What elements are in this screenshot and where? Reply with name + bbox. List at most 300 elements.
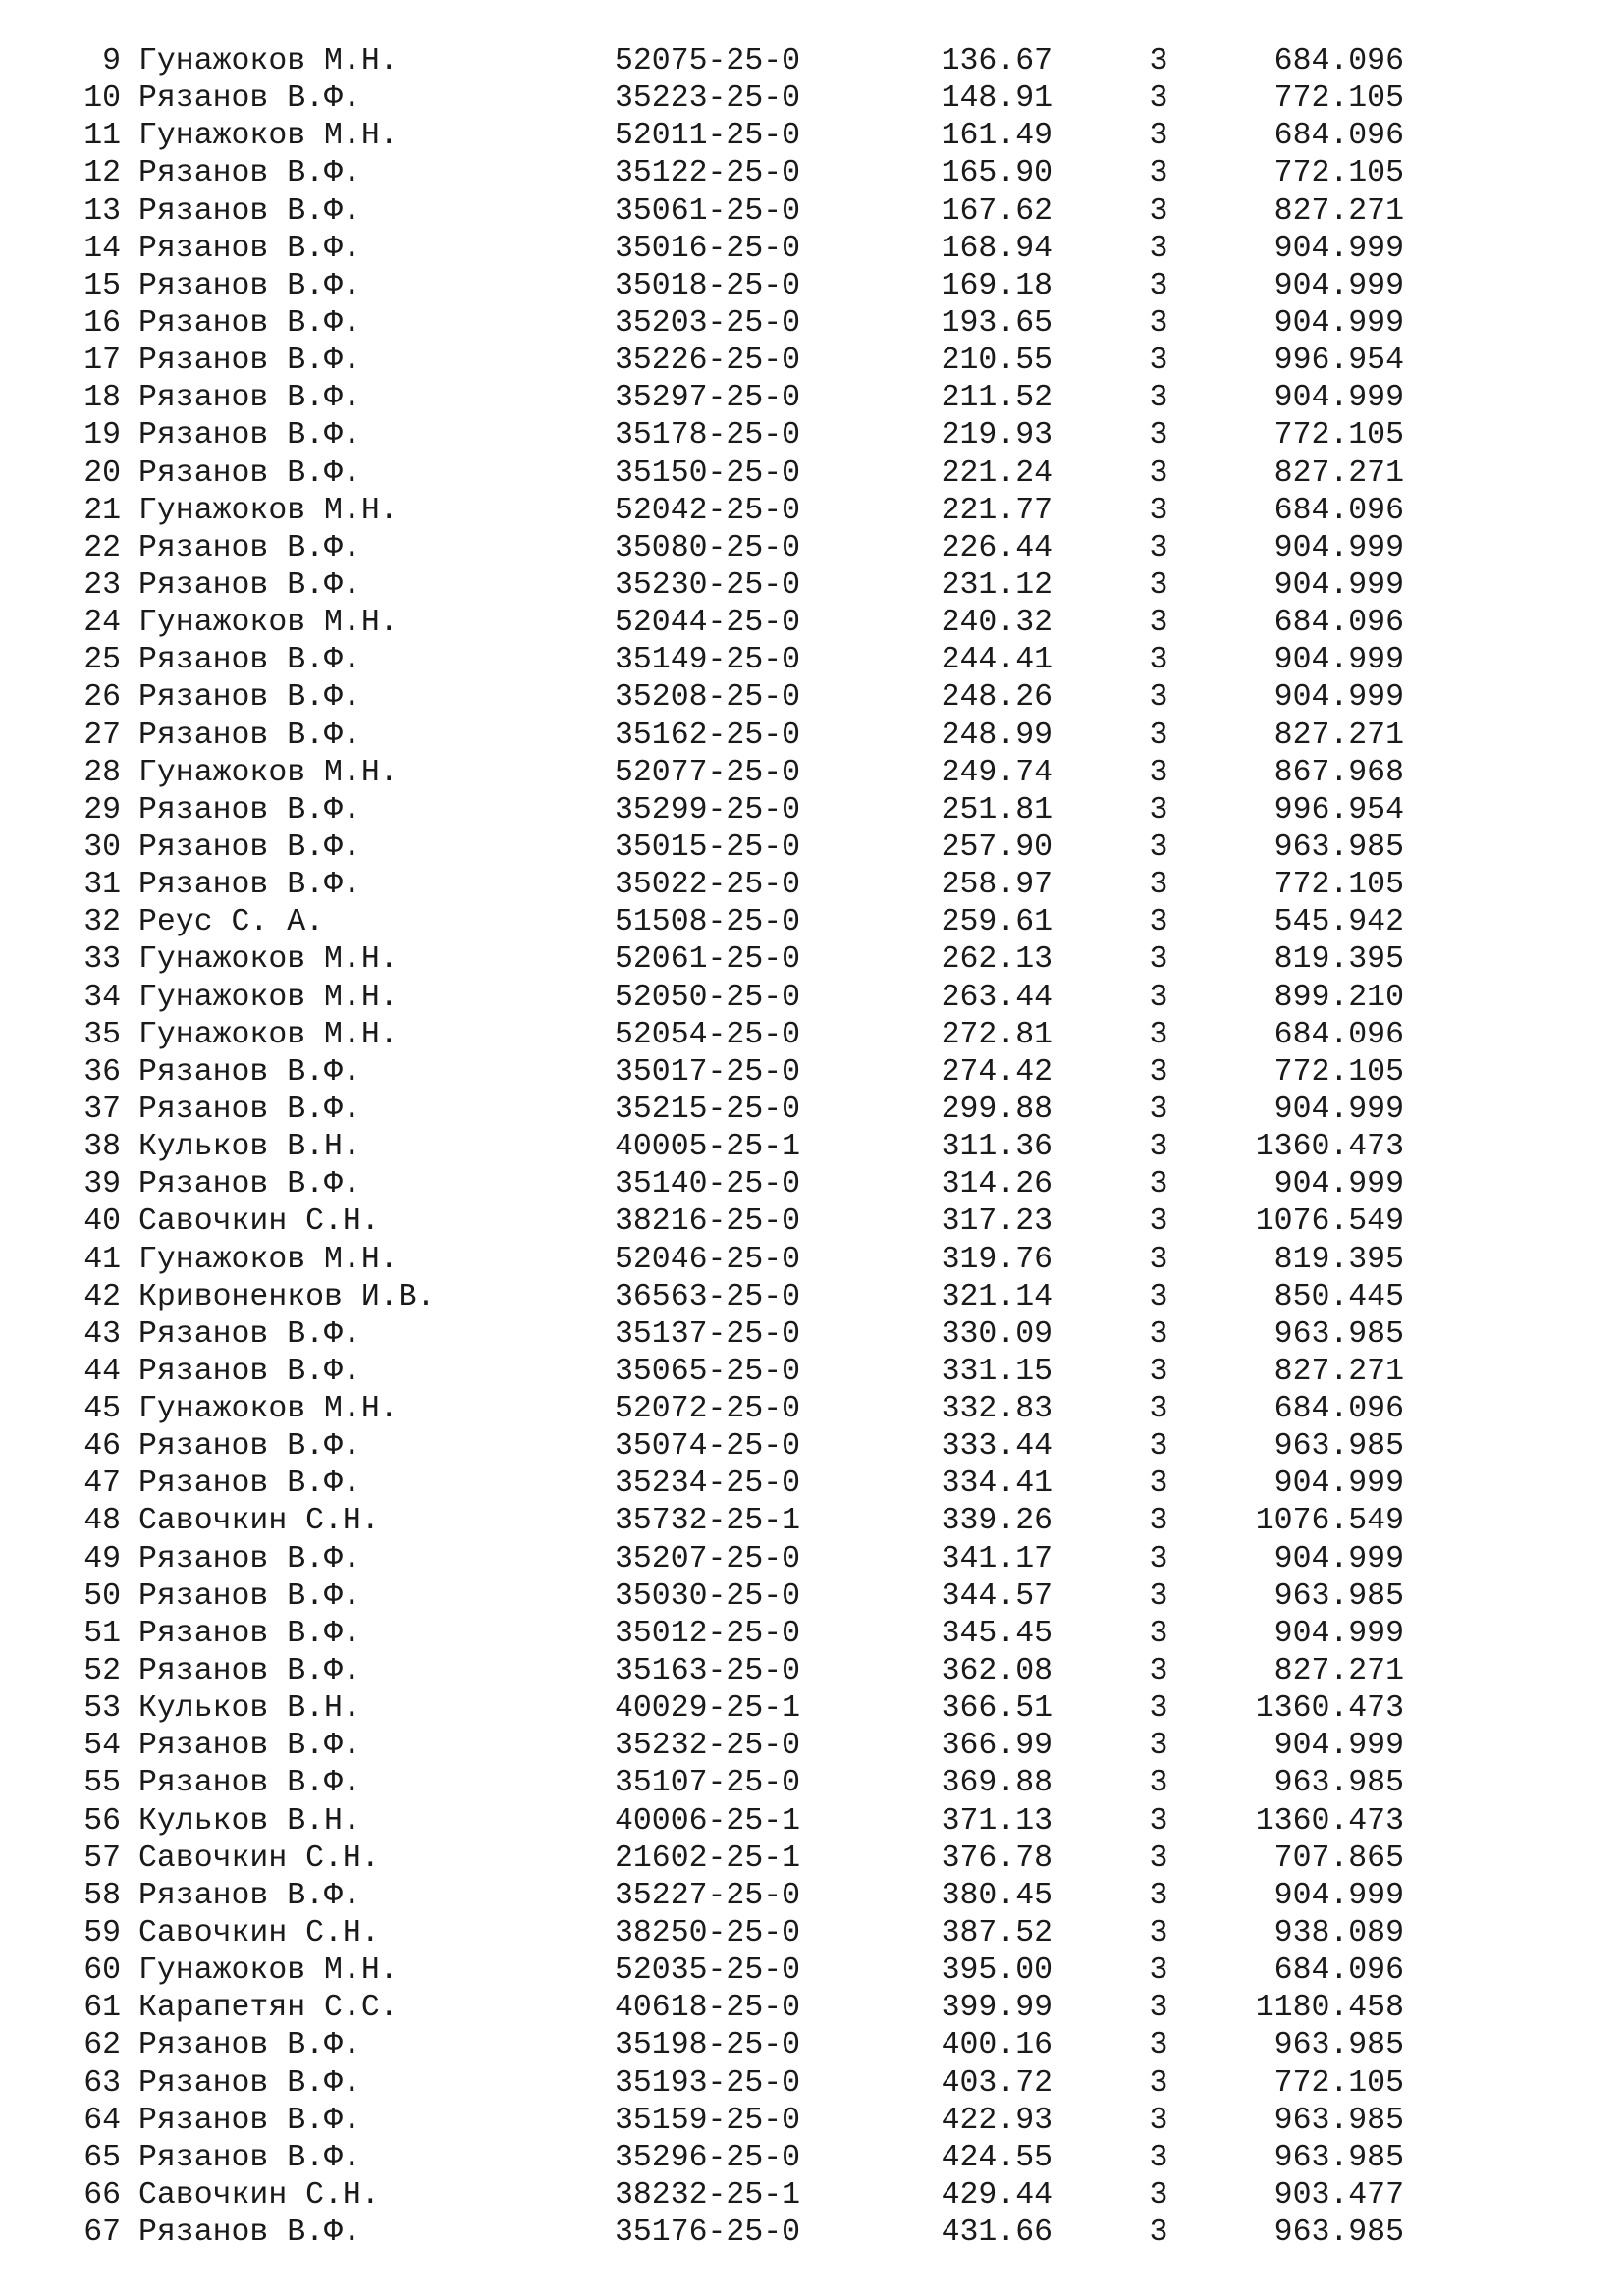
area-value: 210.55 — [941, 344, 1053, 379]
record-code: 52077-25-0 — [615, 755, 801, 790]
area-value: 221.77 — [941, 493, 1053, 528]
table-row — [0, 679, 1624, 717]
class-value: 3 — [1149, 606, 1168, 641]
rate-value: 904.999 — [1273, 680, 1404, 716]
owner-name: Рязанов В.Ф. — [138, 1541, 361, 1576]
table-row — [0, 1166, 1624, 1203]
row-number: 54 — [83, 1729, 121, 1764]
table-row — [0, 1203, 1624, 1241]
class-value: 3 — [1149, 905, 1168, 940]
record-code: 52042-25-0 — [615, 493, 801, 528]
area-value: 429.44 — [941, 2178, 1053, 2214]
rate-value: 904.999 — [1273, 1092, 1404, 1127]
area-value: 333.44 — [941, 1429, 1053, 1465]
record-code: 35223-25-0 — [615, 81, 801, 117]
class-value: 3 — [1149, 156, 1168, 191]
row-number: 46 — [83, 1429, 121, 1465]
area-value: 345.45 — [941, 1616, 1053, 1651]
row-number: 67 — [83, 2216, 121, 2251]
owner-name: Рязанов В.Ф. — [138, 1766, 361, 1801]
row-number: 41 — [83, 1242, 121, 1277]
owner-name: Рязанов В.Ф. — [138, 344, 361, 379]
owner-name: Рязанов В.Ф. — [138, 455, 361, 491]
table-row — [0, 1653, 1624, 1690]
record-code: 35030-25-0 — [615, 1578, 801, 1614]
record-code: 35061-25-0 — [615, 193, 801, 229]
rate-value: 772.105 — [1273, 156, 1404, 191]
row-number: 38 — [83, 1130, 121, 1165]
row-number: 14 — [83, 231, 121, 266]
table-row — [0, 1690, 1624, 1728]
owner-name: Рязанов В.Ф. — [138, 268, 361, 303]
table-row — [0, 1803, 1624, 1841]
owner-name: Карапетян С.С. — [138, 1991, 399, 2026]
row-number: 11 — [83, 119, 121, 154]
owner-name: Рязанов В.Ф. — [138, 1729, 361, 1764]
document-table — [0, 43, 1624, 2252]
class-value: 3 — [1149, 1991, 1168, 2026]
class-value: 3 — [1149, 755, 1168, 790]
row-number: 64 — [83, 2103, 121, 2138]
record-code: 52061-25-0 — [615, 942, 801, 978]
area-value: 226.44 — [941, 530, 1053, 565]
owner-name: Савочкин С.Н. — [138, 1916, 380, 1951]
area-value: 274.42 — [941, 1054, 1053, 1090]
table-row — [0, 530, 1624, 567]
rate-value: 963.985 — [1273, 1316, 1404, 1352]
rate-value: 772.105 — [1273, 868, 1404, 903]
area-value: 369.88 — [941, 1766, 1053, 1801]
table-row — [0, 567, 1624, 605]
area-value: 211.52 — [941, 381, 1053, 416]
rate-value: 904.999 — [1273, 567, 1404, 603]
class-value: 3 — [1149, 381, 1168, 416]
rate-value: 772.105 — [1273, 2065, 1404, 2101]
class-value: 3 — [1149, 1092, 1168, 1127]
class-value: 3 — [1149, 530, 1168, 565]
table-row — [0, 493, 1624, 530]
class-value: 3 — [1149, 1691, 1168, 1727]
table-row — [0, 1017, 1624, 1054]
rate-value: 819.395 — [1273, 1242, 1404, 1277]
area-value: 272.81 — [941, 1017, 1053, 1052]
record-code: 40006-25-1 — [615, 1803, 801, 1839]
owner-name: Савочкин С.Н. — [138, 1841, 380, 1876]
rate-value: 772.105 — [1273, 1054, 1404, 1090]
record-code: 51508-25-0 — [615, 905, 801, 940]
row-number: 27 — [83, 718, 121, 753]
rate-value: 684.096 — [1273, 1392, 1404, 1427]
owner-name: Рязанов В.Ф. — [138, 193, 361, 229]
rate-value: 684.096 — [1273, 1017, 1404, 1052]
owner-name: Кульков В.Н. — [138, 1691, 361, 1727]
record-code: 35299-25-0 — [615, 792, 801, 828]
owner-name: Рязанов В.Ф. — [138, 2103, 361, 2138]
area-value: 311.36 — [941, 1130, 1053, 1165]
class-value: 3 — [1149, 792, 1168, 828]
rate-value: 819.395 — [1273, 942, 1404, 978]
table-row — [0, 1279, 1624, 1316]
rate-value: 938.089 — [1273, 1916, 1404, 1951]
area-value: 341.17 — [941, 1541, 1053, 1576]
class-value: 3 — [1149, 1316, 1168, 1352]
row-number: 50 — [83, 1578, 121, 1614]
record-code: 21602-25-1 — [615, 1841, 801, 1876]
row-number: 15 — [83, 268, 121, 303]
class-value: 3 — [1149, 1878, 1168, 1913]
class-value: 3 — [1149, 268, 1168, 303]
area-value: 422.93 — [941, 2103, 1053, 2138]
class-value: 3 — [1149, 718, 1168, 753]
owner-name: Гунажоков М.Н. — [138, 119, 399, 154]
row-number: 30 — [83, 829, 121, 865]
row-number: 19 — [83, 418, 121, 454]
table-row — [0, 904, 1624, 941]
rate-value: 827.271 — [1273, 1654, 1404, 1689]
record-code: 35193-25-0 — [615, 2065, 801, 2101]
class-value: 3 — [1149, 1803, 1168, 1839]
owner-name: Рязанов В.Ф. — [138, 81, 361, 117]
row-number: 29 — [83, 792, 121, 828]
area-value: 231.12 — [941, 567, 1053, 603]
table-row — [0, 380, 1624, 417]
table-row — [0, 2027, 1624, 2064]
area-value: 400.16 — [941, 2028, 1053, 2063]
rate-value: 772.105 — [1273, 418, 1404, 454]
class-value: 3 — [1149, 1204, 1168, 1240]
row-number: 60 — [83, 1953, 121, 1989]
table-row — [0, 1503, 1624, 1540]
rate-value: 684.096 — [1273, 493, 1404, 528]
class-value: 3 — [1149, 455, 1168, 491]
area-value: 334.41 — [941, 1467, 1053, 1502]
area-value: 240.32 — [941, 606, 1053, 641]
rate-value: 963.985 — [1273, 829, 1404, 865]
rate-value: 1180.458 — [1255, 1991, 1404, 2026]
rate-value: 1360.473 — [1255, 1130, 1404, 1165]
rate-value: 904.999 — [1273, 1729, 1404, 1764]
owner-name: Рязанов В.Ф. — [138, 1878, 361, 1913]
owner-name: Рязанов В.Ф. — [138, 1578, 361, 1614]
rate-value: 1076.549 — [1255, 1204, 1404, 1240]
owner-name: Рязанов В.Ф. — [138, 1316, 361, 1352]
area-value: 249.74 — [941, 755, 1053, 790]
table-row — [0, 155, 1624, 192]
owner-name: Рязанов В.Ф. — [138, 1429, 361, 1465]
row-number: 45 — [83, 1392, 121, 1427]
rate-value: 772.105 — [1273, 81, 1404, 117]
record-code: 40005-25-1 — [615, 1130, 801, 1165]
owner-name: Рязанов В.Ф. — [138, 2028, 361, 2063]
record-code: 35107-25-0 — [615, 1766, 801, 1801]
row-number: 43 — [83, 1316, 121, 1352]
table-row — [0, 1242, 1624, 1279]
rate-value: 904.999 — [1273, 1616, 1404, 1651]
area-value: 431.66 — [941, 2216, 1053, 2251]
record-code: 35176-25-0 — [615, 2216, 801, 2251]
owner-name: Гунажоков М.Н. — [138, 942, 399, 978]
owner-name: Гунажоков М.Н. — [138, 1953, 399, 1989]
row-number: 18 — [83, 381, 121, 416]
class-value: 3 — [1149, 942, 1168, 978]
area-value: 371.13 — [941, 1803, 1053, 1839]
table-row — [0, 268, 1624, 305]
record-code: 35732-25-1 — [615, 1504, 801, 1539]
rate-value: 996.954 — [1273, 344, 1404, 379]
rate-value: 963.985 — [1273, 1766, 1404, 1801]
row-number: 44 — [83, 1354, 121, 1389]
table-row — [0, 941, 1624, 979]
record-code: 35140-25-0 — [615, 1167, 801, 1202]
class-value: 3 — [1149, 2140, 1168, 2175]
class-value: 3 — [1149, 81, 1168, 117]
class-value: 3 — [1149, 567, 1168, 603]
area-value: 399.99 — [941, 1991, 1053, 2026]
area-value: 299.88 — [941, 1092, 1053, 1127]
table-row — [0, 829, 1624, 867]
area-value: 380.45 — [941, 1878, 1053, 1913]
table-row — [0, 2065, 1624, 2103]
area-value: 248.99 — [941, 718, 1053, 753]
owner-name: Кривоненков И.В. — [138, 1279, 436, 1314]
class-value: 3 — [1149, 1392, 1168, 1427]
row-number: 33 — [83, 942, 121, 978]
rate-value: 904.999 — [1273, 643, 1404, 678]
area-value: 317.23 — [941, 1204, 1053, 1240]
record-code: 35149-25-0 — [615, 643, 801, 678]
class-value: 3 — [1149, 493, 1168, 528]
record-code: 35198-25-0 — [615, 2028, 801, 2063]
record-code: 35137-25-0 — [615, 1316, 801, 1352]
row-number: 57 — [83, 1841, 121, 1876]
table-row — [0, 980, 1624, 1017]
class-value: 3 — [1149, 829, 1168, 865]
row-number: 42 — [83, 1279, 121, 1314]
area-value: 161.49 — [941, 119, 1053, 154]
table-row — [0, 1316, 1624, 1354]
owner-name: Гунажоков М.Н. — [138, 493, 399, 528]
owner-name: Гунажоков М.Н. — [138, 755, 399, 790]
rate-value: 545.942 — [1273, 905, 1404, 940]
record-code: 52035-25-0 — [615, 1953, 801, 1989]
row-number: 49 — [83, 1541, 121, 1576]
rate-value: 963.985 — [1273, 2140, 1404, 2175]
table-row — [0, 642, 1624, 679]
class-value: 3 — [1149, 643, 1168, 678]
row-number: 61 — [83, 1991, 121, 2026]
class-value: 3 — [1149, 1167, 1168, 1202]
area-value: 366.51 — [941, 1691, 1053, 1727]
row-number: 47 — [83, 1467, 121, 1502]
class-value: 3 — [1149, 1953, 1168, 1989]
row-number: 56 — [83, 1803, 121, 1839]
record-code: 35227-25-0 — [615, 1878, 801, 1913]
row-number: 10 — [83, 81, 121, 117]
record-code: 35207-25-0 — [615, 1541, 801, 1576]
area-value: 331.15 — [941, 1354, 1053, 1389]
row-number: 40 — [83, 1204, 121, 1240]
class-value: 3 — [1149, 1916, 1168, 1951]
area-value: 168.94 — [941, 231, 1053, 266]
table-row — [0, 1578, 1624, 1616]
row-number: 21 — [83, 493, 121, 528]
table-row — [0, 718, 1624, 755]
owner-name: Гунажоков М.Н. — [138, 980, 399, 1015]
area-value: 219.93 — [941, 418, 1053, 454]
record-code: 35159-25-0 — [615, 2103, 801, 2138]
table-row — [0, 1092, 1624, 1129]
owner-name: Рязанов В.Ф. — [138, 829, 361, 865]
row-number: 20 — [83, 455, 121, 491]
row-number: 25 — [83, 643, 121, 678]
class-value: 3 — [1149, 344, 1168, 379]
row-number: 55 — [83, 1766, 121, 1801]
owner-name: Рязанов В.Ф. — [138, 1467, 361, 1502]
class-value: 3 — [1149, 2216, 1168, 2251]
class-value: 3 — [1149, 2065, 1168, 2101]
class-value: 3 — [1149, 1429, 1168, 1465]
table-row — [0, 43, 1624, 80]
rate-value: 904.999 — [1273, 1167, 1404, 1202]
class-value: 3 — [1149, 2103, 1168, 2138]
record-code: 52011-25-0 — [615, 119, 801, 154]
record-code: 35296-25-0 — [615, 2140, 801, 2175]
record-code: 38216-25-0 — [615, 1204, 801, 1240]
class-value: 3 — [1149, 231, 1168, 266]
table-row — [0, 417, 1624, 454]
rate-value: 963.985 — [1273, 2103, 1404, 2138]
owner-name: Гунажоков М.Н. — [138, 1017, 399, 1052]
area-value: 395.00 — [941, 1953, 1053, 1989]
record-code: 35065-25-0 — [615, 1354, 801, 1389]
table-row — [0, 455, 1624, 493]
owner-name: Савочкин С.Н. — [138, 2178, 380, 2214]
record-code: 35018-25-0 — [615, 268, 801, 303]
class-value: 3 — [1149, 418, 1168, 454]
area-value: 387.52 — [941, 1916, 1053, 1951]
area-value: 251.81 — [941, 792, 1053, 828]
area-value: 248.26 — [941, 680, 1053, 716]
row-number: 66 — [83, 2178, 121, 2214]
owner-name: Гунажоков М.Н. — [138, 1392, 399, 1427]
area-value: 259.61 — [941, 905, 1053, 940]
rate-value: 963.985 — [1273, 2028, 1404, 2063]
class-value: 3 — [1149, 1279, 1168, 1314]
rate-value: 904.999 — [1273, 530, 1404, 565]
owner-name: Гунажоков М.Н. — [138, 606, 399, 641]
class-value: 3 — [1149, 980, 1168, 1015]
record-code: 52044-25-0 — [615, 606, 801, 641]
rate-value: 903.477 — [1273, 2178, 1404, 2214]
area-value: 330.09 — [941, 1316, 1053, 1352]
area-value: 136.67 — [941, 44, 1053, 79]
owner-name: Рязанов В.Ф. — [138, 418, 361, 454]
class-value: 3 — [1149, 1354, 1168, 1389]
owner-name: Реус С. А. — [138, 905, 325, 940]
class-value: 3 — [1149, 305, 1168, 341]
record-code: 35163-25-0 — [615, 1654, 801, 1689]
table-row — [0, 1878, 1624, 1915]
owner-name: Рязанов В.Ф. — [138, 2140, 361, 2175]
table-row — [0, 2140, 1624, 2177]
table-row — [0, 605, 1624, 642]
row-number: 13 — [83, 193, 121, 229]
owner-name: Рязанов В.Ф. — [138, 1616, 361, 1651]
table-row — [0, 231, 1624, 268]
owner-name: Рязанов В.Ф. — [138, 231, 361, 266]
row-number: 16 — [83, 305, 121, 341]
rate-value: 827.271 — [1273, 193, 1404, 229]
class-value: 3 — [1149, 2178, 1168, 2214]
table-row — [0, 80, 1624, 118]
table-row — [0, 1354, 1624, 1391]
row-number: 35 — [83, 1017, 121, 1052]
table-row — [0, 1466, 1624, 1503]
owner-name: Кульков В.Н. — [138, 1130, 361, 1165]
row-number: 37 — [83, 1092, 121, 1127]
table-row — [0, 1054, 1624, 1092]
owner-name: Рязанов В.Ф. — [138, 1354, 361, 1389]
rate-value: 707.865 — [1273, 1841, 1404, 1876]
rate-value: 827.271 — [1273, 455, 1404, 491]
record-code: 35012-25-0 — [615, 1616, 801, 1651]
row-number: 26 — [83, 680, 121, 716]
class-value: 3 — [1149, 1242, 1168, 1277]
row-number: 12 — [83, 156, 121, 191]
row-number: 24 — [83, 606, 121, 641]
owner-name: Савочкин С.Н. — [138, 1204, 380, 1240]
record-code: 35016-25-0 — [615, 231, 801, 266]
row-number: 51 — [83, 1616, 121, 1651]
rate-value: 904.999 — [1273, 268, 1404, 303]
class-value: 3 — [1149, 1841, 1168, 1876]
rate-value: 867.968 — [1273, 755, 1404, 790]
table-row — [0, 1728, 1624, 1765]
area-value: 221.24 — [941, 455, 1053, 491]
rate-value: 963.985 — [1273, 2216, 1404, 2251]
rate-value: 684.096 — [1273, 44, 1404, 79]
record-code: 35230-25-0 — [615, 567, 801, 603]
owner-name: Рязанов В.Ф. — [138, 643, 361, 678]
owner-name: Гунажоков М.Н. — [138, 44, 399, 79]
owner-name: Савочкин С.Н. — [138, 1504, 380, 1539]
class-value: 3 — [1149, 1729, 1168, 1764]
row-number: 22 — [83, 530, 121, 565]
rate-value: 1360.473 — [1255, 1691, 1404, 1727]
class-value: 3 — [1149, 1766, 1168, 1801]
record-code: 35178-25-0 — [615, 418, 801, 454]
record-code: 38250-25-0 — [615, 1916, 801, 1951]
table-row — [0, 755, 1624, 792]
table-row — [0, 193, 1624, 231]
rate-value: 904.999 — [1273, 1467, 1404, 1502]
owner-name: Рязанов В.Ф. — [138, 1654, 361, 1689]
row-number: 48 — [83, 1504, 121, 1539]
class-value: 3 — [1149, 1654, 1168, 1689]
area-value: 344.57 — [941, 1578, 1053, 1614]
class-value: 3 — [1149, 1541, 1168, 1576]
class-value: 3 — [1149, 1467, 1168, 1502]
record-code: 35232-25-0 — [615, 1729, 801, 1764]
rate-value: 684.096 — [1273, 119, 1404, 154]
record-code: 35150-25-0 — [615, 455, 801, 491]
owner-name: Кульков В.Н. — [138, 1803, 361, 1839]
rate-value: 899.210 — [1273, 980, 1404, 1015]
table-row — [0, 1616, 1624, 1653]
area-value: 321.14 — [941, 1279, 1053, 1314]
row-number: 9 — [102, 44, 121, 79]
area-value: 424.55 — [941, 2140, 1053, 2175]
